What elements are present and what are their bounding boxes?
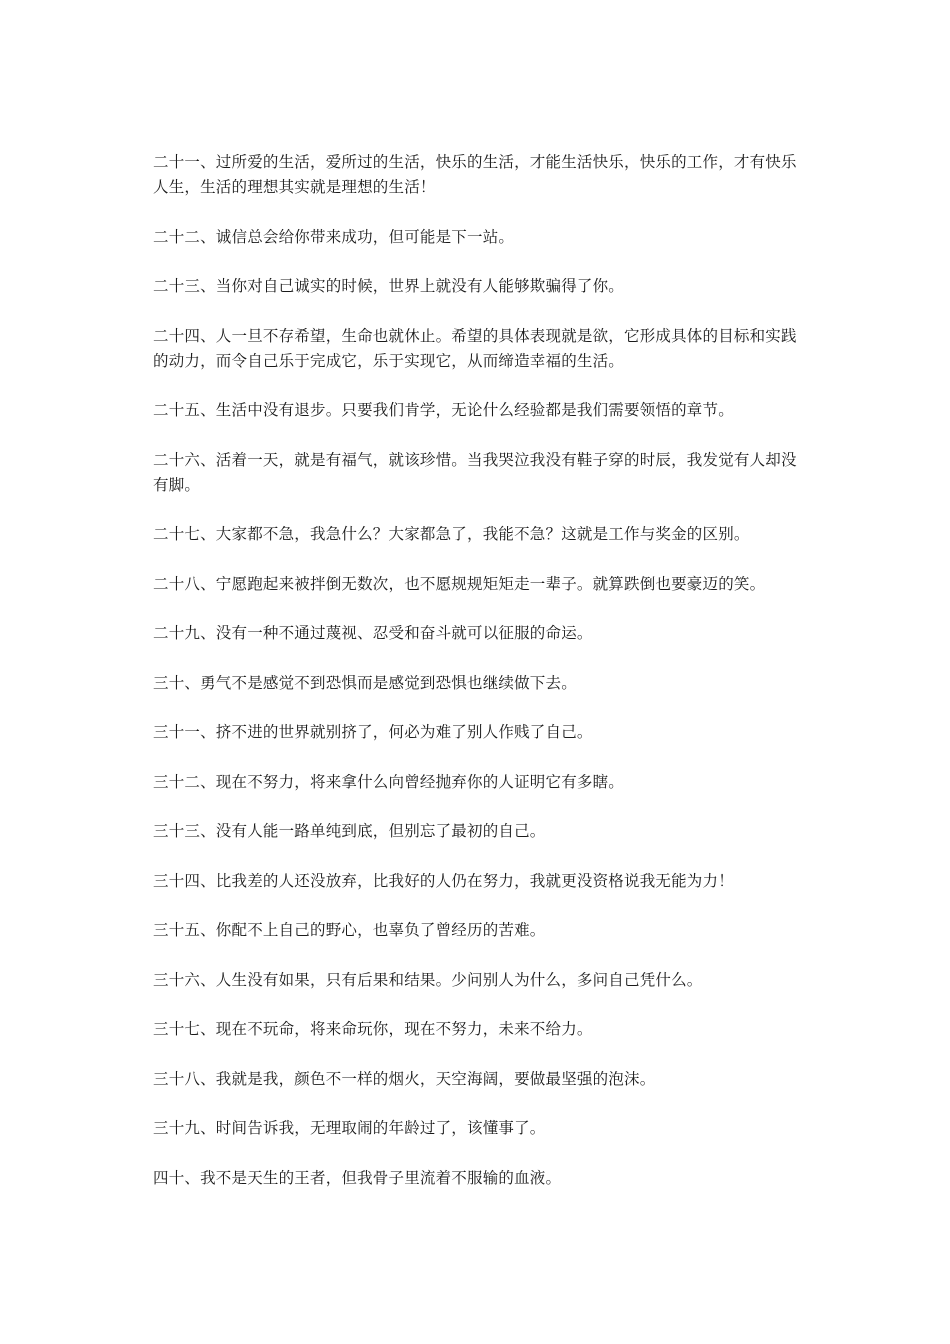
quote-29: 二十九、没有一种不通过蔑视、忍受和奋斗就可以征服的命运。 [153, 624, 593, 642]
quote-28: 二十八、宁愿跑起来被拌倒无数次，也不愿规规矩矩走一辈子。就算跌倒也要豪迈的笑。 [153, 574, 766, 593]
quote-25: 二十五、生活中没有退步。只要我们肯学，无论什么经验都是我们需要领悟的章节。 [153, 401, 734, 419]
quote-33: 三十三、没有人能一路单纯到底，但别忘了最初的自己。 [153, 822, 546, 840]
quote-21: 二十一、过所爱的生活，爱所过的生活，快乐的生活，才能生活快乐，快乐的工作，才有快乐人生，生活的理想其实就是理想的生活！ [153, 153, 797, 196]
quote-35: 三十五、你配不上自己的野心，也辜负了曾经历的苦难。 [153, 921, 546, 939]
quote-30: 三十、勇气不是感觉不到恐惧而是感觉到恐惧也继续做下去。 [153, 673, 577, 692]
quote-34: 三十四、比我差的人还没放弃，比我好的人仍在努力，我就更没资格说我无能为力！ [153, 871, 734, 890]
quote-40: 四十、我不是天生的王者，但我骨子里流着不服输的血液。 [153, 1168, 562, 1187]
quote-27: 二十七、大家都不急，我急什么？大家都急了，我能不急？这就是工作与奖金的区别。 [153, 525, 750, 543]
quote-39: 三十九、时间告诉我，无理取闹的年龄过了，该懂事了。 [153, 1119, 546, 1137]
quote-32: 三十二、现在不努力，将来拿什么向曾经抛弃你的人证明它有多瞎。 [153, 772, 625, 791]
quote-22: 二十二、诚信总会给你带来成功，但可能是下一站。 [153, 227, 515, 246]
quote-31: 三十一、挤不进的世界就别挤了，何必为难了别人作贱了自己。 [153, 723, 593, 741]
quote-23: 二十三、当你对自己诚实的时候，世界上就没有人能够欺骗得了你。 [153, 277, 625, 295]
quote-26: 二十六、活着一天，就是有福气，就该珍惜。当我哭泣我没有鞋子穿的时辰，我发觉有人却没有脚。 [153, 450, 797, 494]
quote-37: 三十七、现在不玩命，将来命玩你，现在不努力，未来不给力。 [153, 1020, 593, 1038]
document-body [153, 150, 803, 1215]
quote-24: 二十四、人一旦不存希望，生命也就休止。希望的具体表现就是欲，它形成具体的目标和实践的动力，而令自己乐于完成它，乐于实现它，从而缔造幸福的生活。 [153, 326, 797, 370]
quote-36: 三十六、人生没有如果，只有后果和结果。少问别人为什么，多问自己凭什么。 [153, 970, 703, 989]
quote-38: 三十八、我就是我，颜色不一样的烟火，天空海阔，要做最坚强的泡沫。 [153, 1069, 656, 1088]
